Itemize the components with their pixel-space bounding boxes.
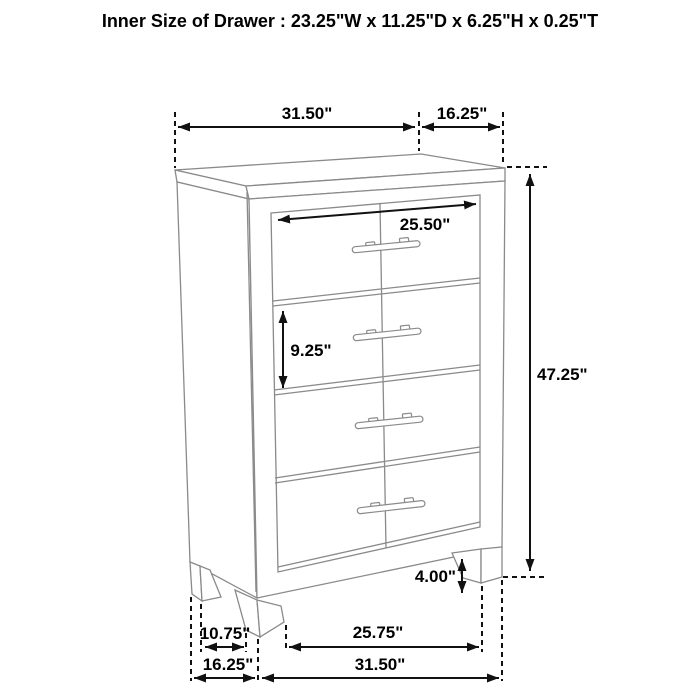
chest-drawing xyxy=(175,154,505,637)
dim-front-leg-span-label: 25.75" xyxy=(352,623,404,642)
dim-base-width-label: 31.50" xyxy=(354,655,406,674)
diagram-title: Inner Size of Drawer : 23.25"W x 11.25"D x 6.25"H x 0.25"T xyxy=(101,11,599,31)
dim-leg-spacing-depth-label: 10.75" xyxy=(199,624,251,643)
dim-base-depth xyxy=(194,655,255,678)
dim-top-depth xyxy=(422,104,503,164)
dim-leg-height-label: 4.00" xyxy=(414,567,456,586)
dim-base-width xyxy=(262,655,499,678)
dim-drawer-height-label: 9.25" xyxy=(290,341,332,360)
chest-left-side-panel xyxy=(177,182,257,598)
dim-drawer-width-label: 25.50" xyxy=(399,215,451,234)
dim-leg-spacing-depth xyxy=(200,624,251,647)
chest-leg-front-right xyxy=(452,549,481,583)
drawer-opening xyxy=(271,195,480,572)
dim-overall-height-label: 47.25" xyxy=(537,365,588,384)
chest-leg-front-left-inner xyxy=(257,600,284,637)
dim-front-leg-span xyxy=(289,623,479,647)
dim-top-width-label: 31.50" xyxy=(281,104,333,123)
dim-top-depth-label: 16.25" xyxy=(436,104,488,123)
chest-leg-back-right xyxy=(481,547,502,583)
dim-base-depth-label: 16.25" xyxy=(202,655,254,674)
dim-overall-height xyxy=(503,167,588,577)
